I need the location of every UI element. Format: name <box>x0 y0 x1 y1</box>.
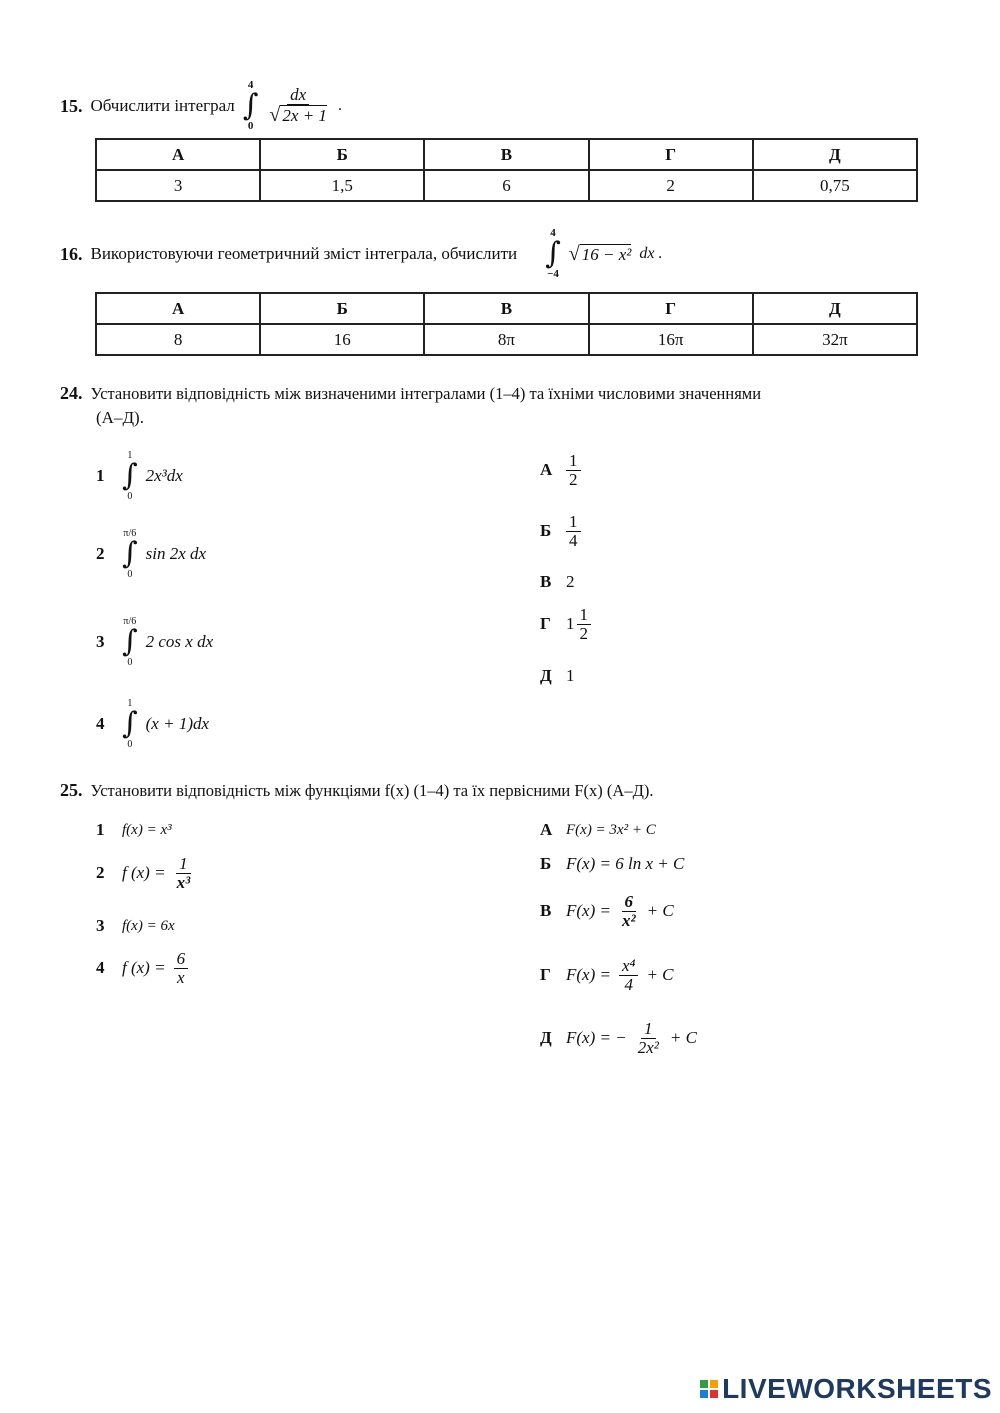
q25-right-g: Г F(x) = $\frac{\text{x⁴}}{4}$ + C <box>540 956 674 994</box>
question-number: 25. <box>60 780 83 800</box>
answer-table-16 <box>95 292 918 356</box>
answer-value: 16 <box>260 324 424 355</box>
q25-right-v: В F(x) = $\frac{6}{\text{x²}}$ + C <box>540 892 674 930</box>
q24-right-b: Б $\frac{1}{4}$ <box>540 513 581 550</box>
integrand-fraction: $\frac{dx}{√ 2x + 1}$ <box>269 85 327 126</box>
q24-right-g: Г 1 $\frac{1}{2}$ <box>540 606 591 643</box>
q25-left-3: 3 f(x) = 6x <box>96 916 175 935</box>
answer-header: Д <box>753 293 917 324</box>
q25-right-b: Б F(x) = 6 ln x + C <box>540 854 685 873</box>
question-text-line2: (А–Д). <box>96 408 144 427</box>
answer-value: 0,75 <box>753 170 917 201</box>
integral-sign: π/6 ∫ 0 <box>122 528 138 580</box>
liveworksheets-logo <box>700 1373 992 1405</box>
integral-sign: 4 ∫ −4 <box>545 227 561 280</box>
question-number: 15. <box>60 95 83 116</box>
question-text: Установити відповідність між функціями f(x) (1–4) та їх первісними F(x) (А–Д). <box>90 781 654 800</box>
answer-value: 16π <box>589 324 753 355</box>
question-16 <box>60 228 663 280</box>
q25-right-d: Д F(x) = − $\frac{1}{\text{2x²}}$ + C <box>540 1019 697 1057</box>
integral-sign: 4 ∫ 0 <box>242 79 259 132</box>
question-15 <box>60 80 342 132</box>
q25-right-a: А F(x) = 3x² + C <box>540 820 656 839</box>
question-24 <box>60 383 940 428</box>
answer-header: А <box>96 139 260 170</box>
answer-value: 32π <box>753 324 917 355</box>
answer-header: Д <box>753 139 917 170</box>
q25-left-1: 1 f(x) = x³ <box>96 820 172 839</box>
question-text: Використовуючи геометричний зміст інтеграла, обчислити <box>90 244 518 263</box>
question-number: 24. <box>60 383 83 403</box>
answer-value: 3 <box>96 170 260 201</box>
q24-left-4: 4 1 ∫ 0 (x + 1)dx <box>96 698 210 750</box>
question-number: 16. <box>60 243 83 264</box>
answer-value: 6 <box>424 170 588 201</box>
answer-header: Б <box>260 139 424 170</box>
answer-value: 8π <box>424 324 588 355</box>
answer-header: Б <box>260 293 424 324</box>
q24-right-a: А $\frac{1}{2}$ <box>540 452 581 489</box>
integral-sign: 1 ∫ 0 <box>122 698 138 750</box>
integral-sign: π/6 ∫ 0 <box>122 616 138 668</box>
q24-left-3: 3 π/6 ∫ 0 2 cos x dx <box>96 616 214 668</box>
answer-value: 8 <box>96 324 260 355</box>
answer-table-15 <box>95 138 918 202</box>
answer-header: В <box>424 293 588 324</box>
differential: dx . <box>639 245 663 262</box>
question-25 <box>60 780 653 801</box>
q25-left-4: 4 f (x) = $\frac{6}{x}$ <box>96 950 188 987</box>
answer-value: 2 <box>589 170 753 201</box>
integral-sign: 1 ∫ 0 <box>122 450 138 502</box>
q24-right-v: В 2 <box>540 572 575 591</box>
question-text: Обчислити інтеграл <box>90 96 235 115</box>
answer-header: Г <box>589 293 753 324</box>
question-text-line1: Установити відповідність між визначеними інтегралами (1–4) та їхніми числовими значеннями <box>90 384 762 403</box>
answer-header: А <box>96 293 260 324</box>
period: . <box>337 97 342 114</box>
q25-left-2: 2 f (x) = $\frac{1}{\text{x³}}$ <box>96 854 191 892</box>
logo-text: LIVEWORKSHEETS <box>722 1373 992 1404</box>
q24-left-2: 2 π/6 ∫ 0 sin 2x dx <box>96 528 207 580</box>
answer-header: В <box>424 139 588 170</box>
answer-value: 1,5 <box>260 170 424 201</box>
integrand: √ 16 − x² <box>568 242 632 265</box>
q24-right-d: Д 1 <box>540 666 575 685</box>
logo-mark-icon <box>700 1380 718 1398</box>
q24-left-1: 1 1 ∫ 0 2x³dx <box>96 450 183 502</box>
answer-header: Г <box>589 139 753 170</box>
